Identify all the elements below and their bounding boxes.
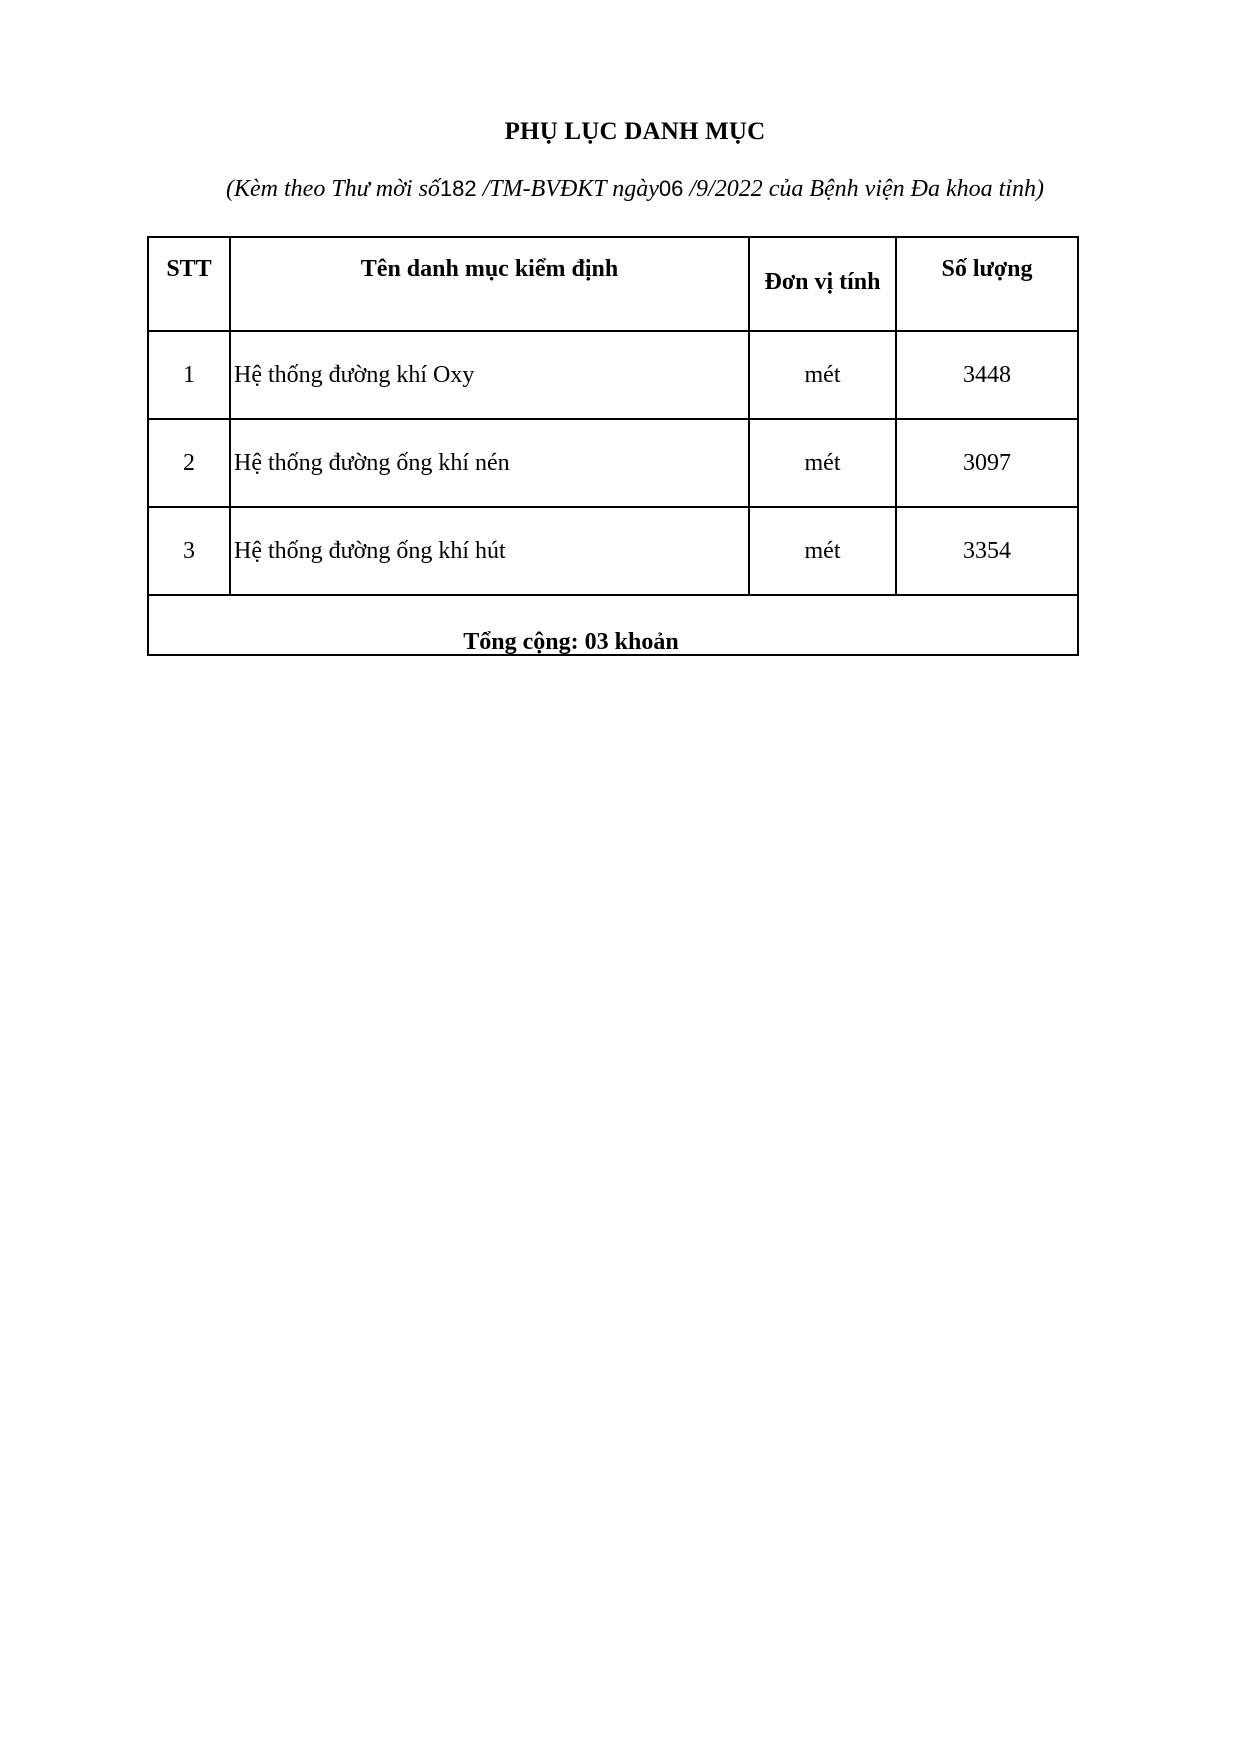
row-unit: mét	[749, 419, 896, 507]
table-row	[148, 507, 1078, 595]
header-unit-label: Đơn vị tính	[764, 269, 881, 295]
row-name: Hệ thống đường ống khí nén	[230, 419, 749, 507]
row-stt: 3	[148, 507, 230, 595]
header-name-label: Tên danh mục kiểm định	[360, 256, 619, 282]
header-unit	[749, 237, 896, 331]
row-unit: mét	[749, 331, 896, 419]
row-unit: mét	[749, 507, 896, 595]
inspection-table	[147, 236, 1079, 656]
header-name	[230, 237, 749, 331]
table-row	[148, 419, 1078, 507]
row-name: Hệ thống đường ống khí hút	[230, 507, 749, 595]
row-stt: 2	[148, 419, 230, 507]
table-header-row	[148, 237, 1078, 331]
subtitle-text-1: (Kèm theo Thư mời số	[226, 176, 440, 202]
letter-day: 06	[658, 176, 684, 201]
header-qty	[896, 237, 1078, 331]
total-row	[148, 595, 1078, 655]
letter-number: 182	[439, 176, 477, 201]
header-stt	[148, 237, 230, 331]
row-stt: 1	[148, 331, 230, 419]
header-qty-label: Số lượng	[941, 256, 1033, 282]
subtitle-text-3: /9/2022 của Bệnh viện Đa khoa tỉnh)	[689, 176, 1044, 202]
table-row	[148, 331, 1078, 419]
total-label: Tổng cộng: 03 khoản	[463, 629, 679, 655]
page-title: PHỤ LỤC DANH MỤC	[504, 118, 766, 145]
row-qty: 3354	[896, 507, 1078, 595]
row-qty: 3448	[896, 331, 1078, 419]
row-name: Hệ thống đường khí Oxy	[230, 331, 749, 419]
row-qty: 3097	[896, 419, 1078, 507]
total-cell	[148, 595, 1078, 655]
header-stt-label: STT	[166, 256, 212, 282]
page-subtitle	[0, 176, 1241, 203]
subtitle-text-2: /TM-BVĐKT ngày	[482, 176, 659, 202]
